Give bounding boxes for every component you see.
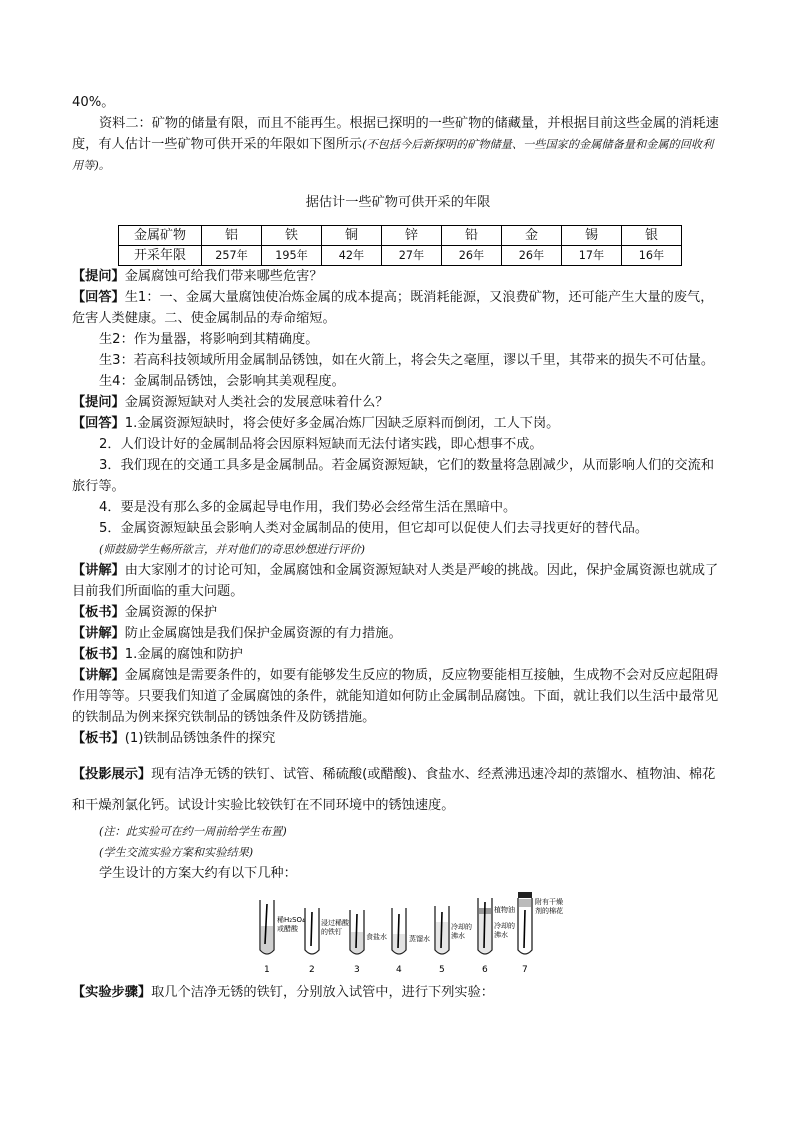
document-page [72,92,724,1003]
question-tag: 【提问】 [72,395,125,410]
table-cell-years: 26年 [502,246,562,266]
table-cell-years: 42年 [322,246,382,266]
test-tube-5 [435,906,449,954]
board-two [72,644,724,665]
explain-text: 金属腐蚀是需要条件的，如要有能够发生反应的物质，反应物要能相互接触，生成物不会对反应起阻碍作用等等。只要我们知道了金属腐蚀的条件，就能知道如何防止金属制品腐蚀。下面，就让我们以生活中最常见的铁制品为例来探究铁制品的锈蚀条件及防锈措施。 [72,668,719,725]
tube-2-label: 的铁钉 [321,928,342,936]
table-cell-years: 257年 [202,246,262,266]
test-tube-diagram [255,892,563,976]
tube-number: 7 [522,965,528,975]
tube-6-water-label: 沸水 [494,931,508,939]
tube-number: 1 [264,965,270,975]
steps-tag: 【实验步骤】 [72,985,152,1000]
table-cell-metal: 铝 [202,226,262,246]
table-cell-years: 27年 [382,246,442,266]
tube-3-label: 食盐水 [366,933,387,941]
projection-show [72,759,724,821]
question-text: 金属腐蚀可给我们带来哪些危害？ [124,269,323,284]
tube-5-label: 冷却的 [451,923,472,931]
question-one [72,266,724,287]
tube-1-label: 或醋酸 [277,925,298,933]
board-tag: 【板书】 [72,731,125,746]
test-tube-6 [478,898,492,954]
answer-two-item-2: 2．人们设计好的金属制品将会因原料短缺而无法付诸实践，即心想事不成。 [99,437,543,452]
answer-tag: 【回答】 [72,290,125,305]
table-cell-metal: 金 [502,226,562,246]
material-two-note: (不包括今后新探明的矿物储量、一些国家的金属储备量和金属的回收利用等)。 [72,138,714,172]
tube-6-oil-label: 植物油 [494,906,515,914]
tube-6-water-label: 冷却的 [494,922,515,930]
answer-text: 1.金属资源短缺时，将会使好多金属冶炼厂因缺乏原料而倒闭，工人下岗。 [124,416,560,431]
projection-tag: 【投影展示】 [72,767,152,782]
explain-one [72,560,724,602]
tube-7-label: 剂的棉花 [535,907,563,915]
material-two [72,113,724,176]
answer-one [72,287,724,329]
answer-two-item-5: 5．金属资源短缺虽会影响人类对金属制品的使用，但它却可以促使人们去寻找更好的替代品。 [99,521,649,536]
intro-line: 40%。 [72,95,115,110]
table-cell-years: 17年 [562,246,622,266]
answer-text: 生1：一、金属大量腐蚀使冶炼金属的成本提高；既消耗能源，又浪费矿物，还可能产生大量的废气，危害人类健康。二、使金属制品的寿命缩短。 [72,290,714,326]
answer-two [72,413,724,434]
board-tag: 【板书】 [72,647,125,662]
tube-number: 6 [482,965,488,975]
experiment-steps [72,982,724,1003]
board-one [72,602,724,623]
table-header-metal: 金属矿物 [119,226,202,246]
question-tag: 【提问】 [72,269,125,284]
test-tube-figure [255,892,563,976]
table-cell-metal: 铜 [322,226,382,246]
answer-student-four: 生4：金属制品锈蚀，会影响其美观程度。 [99,374,345,389]
table-cell-years: 195年 [262,246,322,266]
table-cell-metal: 银 [622,226,682,246]
note-one: (注：此实验可在约一周前给学生布置) [99,825,287,838]
projection-text: 现有洁净无锈的铁钉、试管、稀硫酸(或醋酸)、食盐水、经煮沸迅速冷却的蒸馏水、植物油、棉花和干燥剂氯化钙。试设计实验比较铁钉在不同环境中的锈蚀速度。 [72,767,716,813]
tube-number: 2 [309,965,315,975]
board-text: 1.金属的腐蚀和防护 [124,647,243,662]
board-three [72,728,724,749]
question-text: 金属资源短缺对人类社会的发展意味着什么？ [124,395,389,410]
table-cell-years: 26年 [442,246,502,266]
material-two-text: 资料二：矿物的储量有限，而且不能再生。根据已探明的一些矿物的储藏量，并根据目前这些金属的消耗速度，有人估计一些矿物可供开采的年限如下图所示 [72,116,719,152]
table-cell-metal: 铁 [262,226,322,246]
tube-number: 3 [354,965,360,975]
explain-text: 由大家刚才的讨论可知，金属腐蚀和金属资源短缺对人类是严峻的挑战。因此，保护金属资源也就成了目前我们所面临的重大问题。 [72,563,719,599]
test-tube-4 [392,908,406,954]
table-cell-years: 16年 [622,246,682,266]
answer-tag: 【回答】 [72,416,125,431]
explain-tag: 【讲解】 [72,626,125,641]
tube-number: 4 [396,965,402,975]
mineral-years-table [118,225,682,266]
tube-1-label: 稀H₂SO₄ [277,916,305,924]
explain-two [72,623,724,644]
teacher-note: (师鼓励学生畅所欲言，并对他们的奇思妙想进行评价) [99,543,366,556]
answer-student-two: 生2：作为量器，将影响到其精确度。 [99,332,319,347]
tube-2-label: 浸过稀酸 [321,919,349,927]
design-line: 学生设计的方案大约有以下几种： [99,866,297,881]
question-two [72,392,724,413]
answer-student-three: 生3：若高科技领域所用金属制品锈蚀，如在火箭上，将会失之毫厘，谬以千里，其带来的损失不可估量。 [99,353,715,368]
board-tag: 【板书】 [72,605,125,620]
test-tube-3 [350,910,364,954]
note-two: (学生交流实验方案和实验结果) [99,846,254,859]
table-cell-metal: 铅 [442,226,502,246]
test-tube-1 [260,900,274,954]
board-text: 金属资源的保护 [124,605,218,620]
explain-tag: 【讲解】 [72,668,125,683]
tube-number: 5 [439,965,445,975]
explain-tag: 【讲解】 [72,563,125,578]
tube-4-label: 蒸馏水 [409,935,430,943]
table-header-years: 开采年限 [119,246,202,266]
tube-7-label: 附有干燥 [535,898,563,906]
table-row-years [119,246,682,266]
test-tube-7 [518,892,532,954]
tube-5-label: 沸水 [451,932,465,940]
table-row-metals [119,226,682,246]
board-text: (1)铁制品锈蚀条件的探究 [124,731,276,746]
table-title: 据估计一些矿物可供开采的年限 [305,195,491,210]
answer-two-item-3: 3．我们现在的交通工具多是金属制品。若金属资源短缺，它们的数量将急剧减少，从而影响人们的交流和旅行等。 [72,458,715,494]
steps-text: 取几个洁净无锈的铁钉，分别放入试管中，进行下列实验： [151,985,494,1000]
table-cell-metal: 锡 [562,226,622,246]
test-tube-2 [305,908,319,954]
answer-two-item-4: 4．要是没有那么多的金属起导电作用，我们势必会经常生活在黑暗中。 [99,500,517,515]
explain-three [72,665,724,728]
explain-text: 防止金属腐蚀是我们保护金属资源的有力措施。 [124,626,402,641]
table-cell-metal: 锌 [382,226,442,246]
